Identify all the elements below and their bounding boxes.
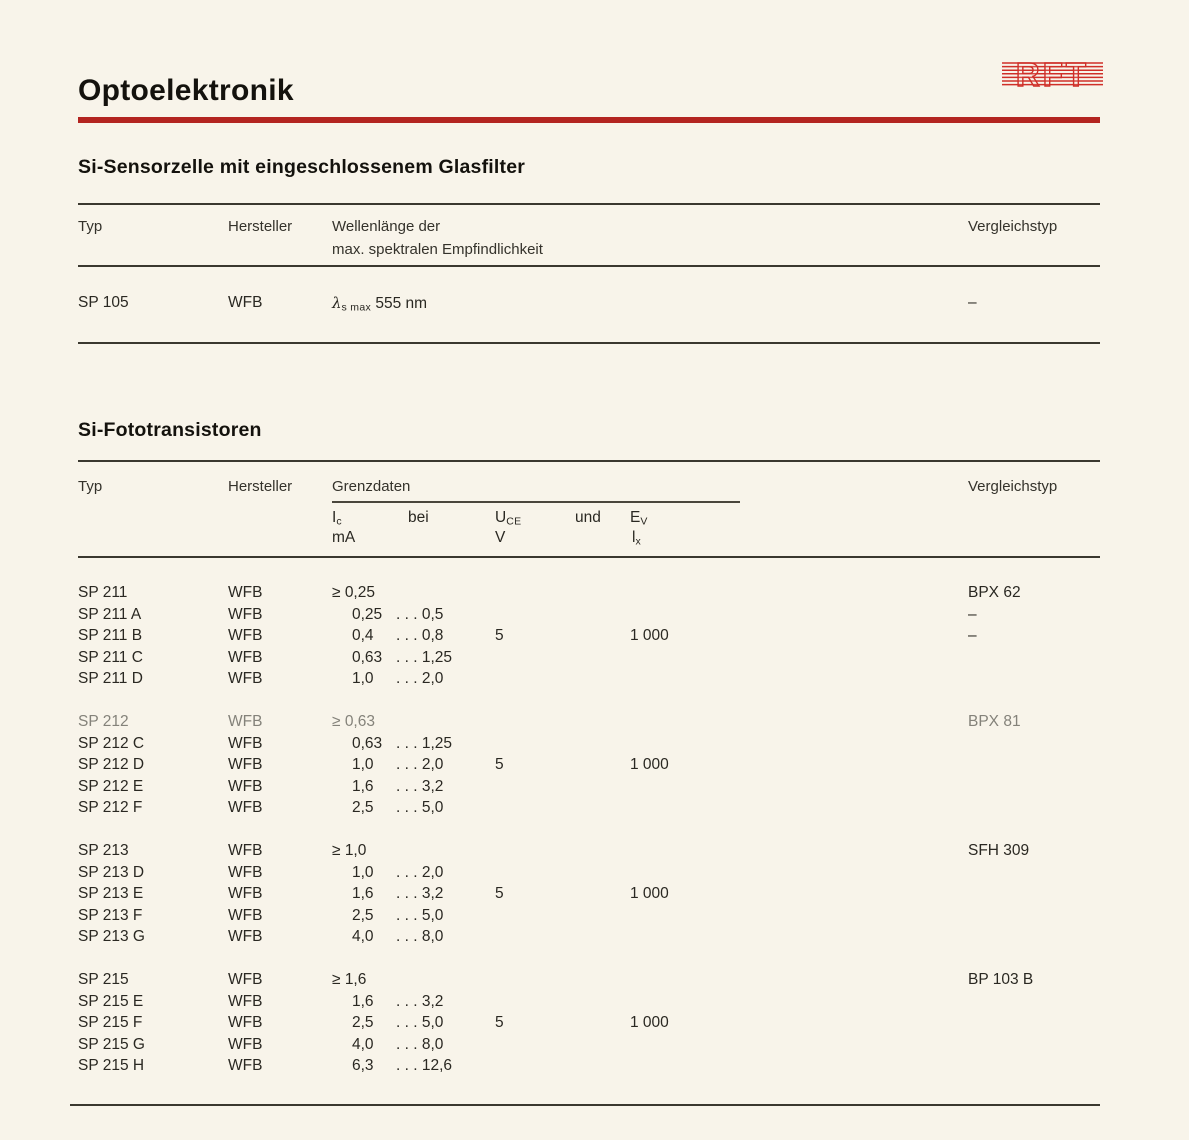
lambda-symbol: λ: [332, 294, 342, 312]
cell-typ: SP 215 E: [78, 992, 144, 1010]
ic-range-from: 2,5: [352, 799, 374, 816]
ic-range-from: 1,6: [352, 992, 374, 1010]
ic-range-from: 2,5: [352, 906, 374, 924]
table2-header-rule: [78, 556, 1100, 558]
table2-header-grenzdaten: Grenzdaten: [332, 478, 411, 495]
uce-base: U: [495, 509, 507, 526]
table1-cell-vergleichstyp: –: [968, 294, 977, 311]
table2-top-rule: [78, 460, 1100, 462]
cell-ic-value: 0,4 . . . 0,8: [352, 625, 443, 647]
cell-uce-value: 5: [495, 1014, 504, 1031]
cell-typ: SP 213 G: [78, 928, 145, 945]
cell-hersteller: WFB: [228, 928, 263, 945]
transistor-rows: [0, 582, 1189, 1098]
cell-typ: SP 212 C: [78, 734, 145, 752]
table1-top-rule: [78, 203, 1100, 205]
cell-hersteller: WFB: [228, 1014, 263, 1031]
ic-base: I: [332, 509, 337, 526]
row-group: [0, 969, 1189, 1077]
cell-ev-value: 1 000: [630, 885, 669, 902]
cell-ic-value: ≥ 1,6: [332, 971, 367, 988]
cell-typ: SP 212 D: [78, 756, 145, 773]
cell-ic-value: ≥ 0,25: [332, 584, 375, 601]
cell-hersteller: WFB: [228, 885, 263, 902]
table1-header-wellenlaenge-line2: max. spektralen Empfindlichkeit: [332, 241, 543, 258]
cell-typ: SP 211 A: [78, 605, 142, 623]
cell-uce-value: 5: [495, 756, 504, 773]
cell-hersteller: WFB: [228, 756, 263, 773]
ic-range-from: 0,25: [352, 605, 383, 623]
cell-ic-value: 4,0 . . . 8,0: [352, 926, 443, 948]
lambda-subscript: s max: [341, 301, 372, 314]
uce-subscript: CE: [506, 515, 522, 528]
lx-base: l: [632, 529, 636, 546]
cell-typ: SP 215 G: [78, 1035, 145, 1053]
table-row: [0, 711, 1189, 733]
cell-ic-value: 0,63 . . . 1,25: [352, 647, 452, 669]
cell-hersteller: WFB: [228, 627, 263, 644]
table-row: [0, 969, 1189, 991]
transistor-section-heading: Si-Fototransistoren: [78, 419, 262, 441]
cell-typ: SP 211 C: [78, 648, 143, 666]
cell-ic-value: 1,6 . . . 3,2: [352, 776, 443, 798]
table1-header-wellenlaenge-line1: Wellenlänge der: [332, 218, 441, 235]
lx-subscript: x: [635, 535, 642, 548]
cell-hersteller: WFB: [228, 799, 263, 816]
table-row: [0, 604, 1189, 626]
cell-typ: SP 215 F: [78, 1014, 143, 1031]
grenzdaten-underline: [332, 501, 740, 503]
cell-hersteller: WFB: [228, 1035, 263, 1053]
subheader-und: und: [575, 509, 601, 526]
cell-typ: SP 212 E: [78, 777, 144, 795]
cell-ic-value: 2,5 . . . 5,0: [352, 1012, 443, 1034]
cell-vergleichstyp: BPX 62: [968, 584, 1021, 601]
cell-ic-value: 1,0 . . . 2,0: [352, 754, 443, 776]
cell-typ: SP 215 H: [78, 1057, 145, 1074]
cell-ic-value: 1,6 . . . 3,2: [352, 991, 443, 1013]
cell-typ: SP 212: [78, 713, 129, 730]
table1-header-vergleichstyp: Vergleichstyp: [968, 218, 1058, 235]
row-group: [0, 840, 1189, 948]
table2-header-typ: Typ: [78, 478, 103, 495]
table1-header-rule: [78, 265, 1100, 267]
cell-ev-value: 1 000: [630, 627, 669, 644]
cell-hersteller: WFB: [228, 906, 263, 924]
cell-ic-value: 6,3 . . . 12,6: [352, 1055, 452, 1077]
cell-typ: SP 211 D: [78, 670, 143, 687]
table-row: [0, 647, 1189, 669]
cell-ic-value: 0,63 . . . 1,25: [352, 733, 452, 755]
row-group: [0, 582, 1189, 690]
ic-subscript: c: [336, 515, 342, 528]
cell-vergleichstyp: BPX 81: [968, 713, 1021, 730]
cell-vergleichstyp: –: [968, 627, 977, 644]
cell-hersteller: WFB: [228, 842, 263, 859]
cell-ic-value: 1,0 . . . 2,0: [352, 862, 443, 884]
cell-typ: SP 213 E: [78, 885, 144, 902]
cell-hersteller: WFB: [228, 713, 263, 730]
sensor-section-heading: Si-Sensorzelle mit eingeschlossenem Glasfilter: [78, 156, 526, 178]
table-row: [0, 776, 1189, 798]
cell-typ: SP 215: [78, 971, 129, 988]
table-row: [0, 1012, 1189, 1034]
cell-typ: SP 213 F: [78, 906, 143, 924]
table1-header-hersteller: Hersteller: [228, 218, 293, 235]
wavelength-value: 555 nm: [371, 295, 428, 312]
cell-ic-value: 2,5 . . . 5,0: [352, 905, 443, 927]
cell-hersteller: WFB: [228, 648, 263, 666]
red-divider-rule: [78, 117, 1100, 123]
subheader-ev: [630, 509, 648, 528]
cell-ic-value: ≥ 1,0: [332, 842, 367, 859]
table-row: [0, 797, 1189, 819]
cell-ic-value: 4,0 . . . 8,0: [352, 1034, 443, 1056]
table-row: [0, 1034, 1189, 1056]
ic-range-from: 1,0: [352, 756, 374, 773]
cell-ev-value: 1 000: [630, 1014, 669, 1031]
ev-base: E: [630, 509, 641, 526]
table-row: [0, 905, 1189, 927]
cell-hersteller: WFB: [228, 971, 263, 988]
cell-hersteller: WFB: [228, 1057, 263, 1074]
cell-typ: SP 213 D: [78, 863, 145, 881]
table-row: [0, 733, 1189, 755]
rft-logo: [1000, 50, 1105, 98]
cell-hersteller: WFB: [228, 605, 263, 623]
table-row: [0, 625, 1189, 647]
cell-ic-value: 1,6 . . . 3,2: [352, 883, 443, 905]
table2-header-hersteller: Hersteller: [228, 478, 293, 495]
cell-hersteller: WFB: [228, 584, 263, 601]
table-row: [0, 754, 1189, 776]
subheader-unit-ma: mA: [332, 529, 356, 546]
cell-hersteller: WFB: [228, 734, 263, 752]
cell-hersteller: WFB: [228, 863, 263, 881]
ic-range-from: 0,63: [352, 648, 383, 666]
table-row: [0, 668, 1189, 690]
table2-header-vergleichstyp: Vergleichstyp: [968, 478, 1058, 495]
ic-range-from: 0,4: [352, 627, 374, 644]
ev-subscript: V: [640, 515, 648, 528]
cell-ic-value: 1,0 . . . 2,0: [352, 668, 443, 690]
cell-typ: SP 211 B: [78, 627, 143, 644]
table1-bottom-rule: [78, 342, 1100, 344]
cell-hersteller: WFB: [228, 670, 263, 687]
ic-range-from: 1,6: [352, 885, 374, 902]
subheader-bei: bei: [408, 509, 429, 526]
table-row: [0, 883, 1189, 905]
subheader-ic: [332, 509, 342, 528]
cell-ic-value: ≥ 0,63: [332, 713, 375, 730]
table-row: [0, 582, 1189, 604]
page-title: Optoelektronik: [78, 74, 294, 107]
table1-cell-typ: SP 105: [78, 294, 129, 311]
subheader-uce: [495, 509, 521, 528]
ic-range-from: 4,0: [352, 928, 374, 945]
cell-vergleichstyp: –: [968, 605, 977, 623]
row-group: [0, 711, 1189, 819]
table-row: [0, 862, 1189, 884]
ic-range-from: 4,0: [352, 1035, 374, 1053]
table-row: [0, 840, 1189, 862]
table1-cell-hersteller: WFB: [228, 294, 263, 311]
ic-range-from: 1,0: [352, 863, 374, 881]
cell-ic-value: 2,5 . . . 5,0: [352, 797, 443, 819]
table1-header-typ: Typ: [78, 218, 103, 235]
table-row: [0, 926, 1189, 948]
table-row: [0, 991, 1189, 1013]
ic-range-from: 6,3: [352, 1057, 374, 1074]
table1-cell-wellenlaenge: [332, 294, 427, 314]
cell-vergleichstyp: SFH 309: [968, 842, 1030, 859]
table-row: [0, 1055, 1189, 1077]
subheader-unit-v: V: [495, 529, 506, 546]
cell-uce-value: 5: [495, 627, 504, 644]
cell-uce-value: 5: [495, 885, 504, 902]
cell-hersteller: WFB: [228, 992, 263, 1010]
subheader-unit-lx: [632, 529, 641, 548]
ic-range-from: 2,5: [352, 1014, 374, 1031]
rft-logo-text: RFT: [1015, 56, 1090, 93]
ic-range-from: 1,6: [352, 777, 374, 795]
ic-range-from: 0,63: [352, 734, 383, 752]
cell-hersteller: WFB: [228, 777, 263, 795]
cell-ev-value: 1 000: [630, 756, 669, 773]
cell-vergleichstyp: BP 103 B: [968, 971, 1034, 988]
cell-typ: SP 211: [78, 584, 128, 601]
page-bottom-rule: [70, 1104, 1100, 1106]
ic-range-from: 1,0: [352, 670, 374, 687]
cell-typ: SP 213: [78, 842, 129, 859]
cell-ic-value: 0,25 . . . 0,5: [352, 604, 443, 626]
cell-typ: SP 212 F: [78, 799, 143, 816]
